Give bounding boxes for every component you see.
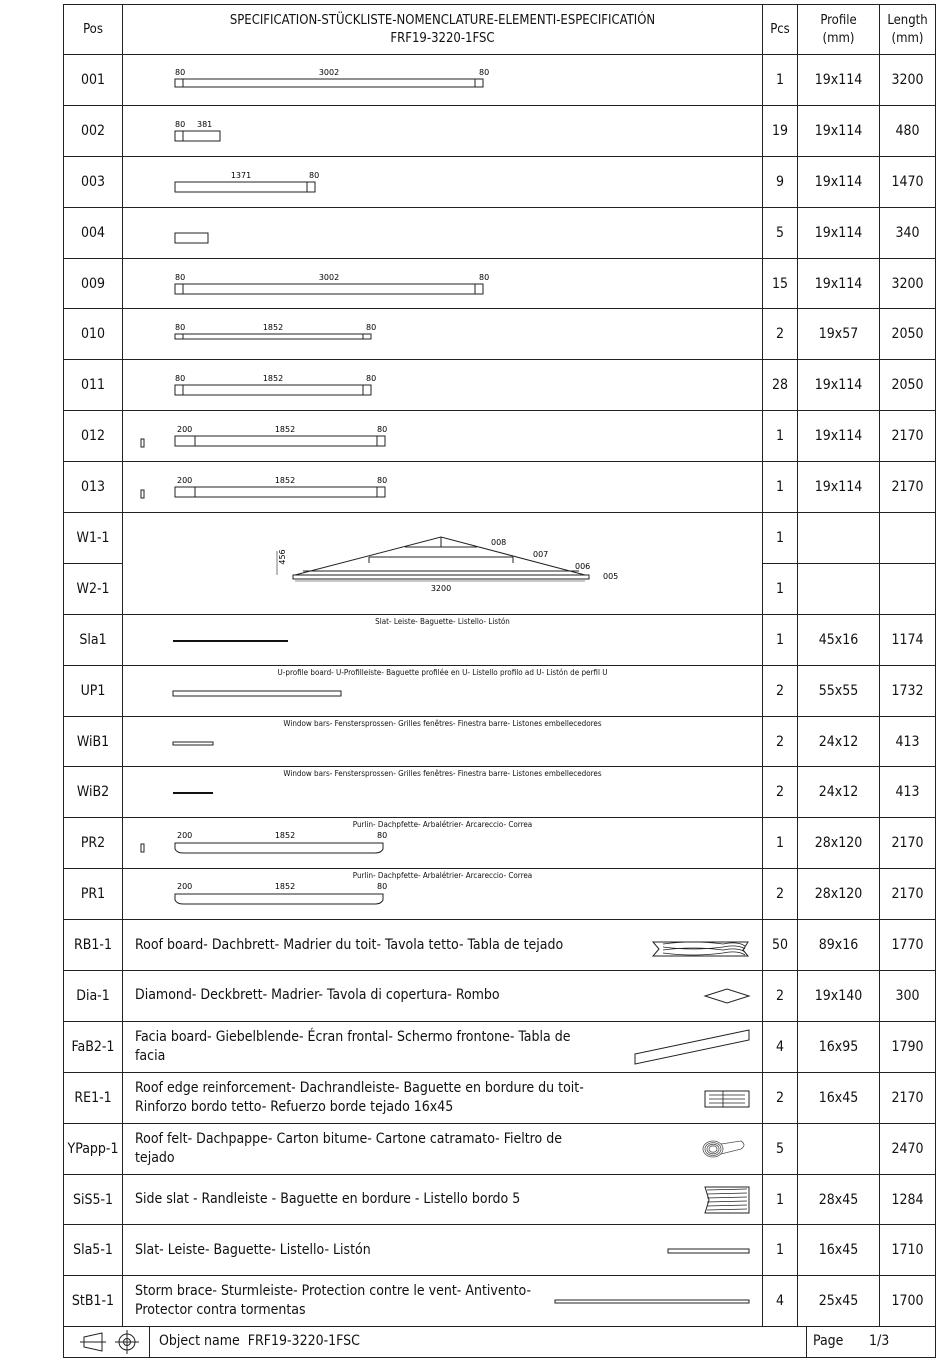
profile-cell <box>798 1123 880 1174</box>
description-text: Slat- Leiste- Baguette- Listello- Listón <box>135 1241 371 1258</box>
pos-cell: WiB1 <box>64 716 123 767</box>
pos-cell: FaB2-1 <box>64 1021 123 1072</box>
pos-cell: PR2 <box>64 818 123 869</box>
pos-cell: 004 <box>64 207 123 258</box>
description-cell <box>123 869 763 920</box>
item-caption: Window bars- Fenstersprossen- Grilles fenêtres- Finestra barre- Listones embellecedores <box>283 718 602 728</box>
pcs-cell: 4 <box>763 1021 798 1072</box>
part-drawing <box>123 1022 762 1072</box>
pcs-cell: 19 <box>763 105 798 156</box>
length-cell: 413 <box>880 767 936 818</box>
length-cell: 1284 <box>880 1174 936 1225</box>
item-caption: Slat- Leiste- Baguette- Listello- Listón <box>375 616 510 626</box>
object-name <box>159 1333 360 1349</box>
footer-bar <box>63 1327 936 1358</box>
title-line-2: FRF19-3220-1FSC <box>390 30 495 46</box>
header-pcs: Pcs <box>763 5 798 55</box>
profile-cell: 16x45 <box>798 1225 880 1276</box>
projection-symbol <box>64 1327 150 1357</box>
description-text: Storm brace- Sturmleiste- Protection contre le vent- Antivento- Protector contra tormentas <box>135 1283 532 1319</box>
profile-cell: 19x140 <box>798 971 880 1022</box>
dimension-label: 200 <box>177 882 193 892</box>
length-cell: 300 <box>880 971 936 1022</box>
pcs-cell: 1 <box>763 818 798 869</box>
profile-cell: 19x114 <box>798 105 880 156</box>
part-drawing <box>123 971 762 1021</box>
length-cell: 1790 <box>880 1021 936 1072</box>
description-cell <box>123 462 763 513</box>
part-drawing <box>123 55 762 105</box>
table-row <box>64 1225 936 1276</box>
dimension-label: 1852 <box>274 476 296 486</box>
description-text: Roof felt- Dachpappe- Carton bitume- Cartone catramato- Fieltro de tejado <box>135 1130 562 1166</box>
part-drawing <box>123 309 762 359</box>
description-cell <box>123 767 763 818</box>
table-row <box>64 411 936 462</box>
dimension-label: 80 <box>377 476 388 486</box>
length-unit: (mm) <box>891 30 924 46</box>
part-drawing <box>123 1073 762 1123</box>
description-cell <box>123 665 763 716</box>
part-drawing <box>123 717 762 767</box>
dimension-label: 80 <box>377 882 388 892</box>
pcs-cell: 2 <box>763 665 798 716</box>
profile-cell: 19x114 <box>798 462 880 513</box>
pos-cell: 010 <box>64 309 123 360</box>
part-drawing <box>123 208 762 258</box>
pos-cell: UP1 <box>64 665 123 716</box>
dimension-label: 80 <box>175 374 186 384</box>
profile-cell: 16x95 <box>798 1021 880 1072</box>
dimension-label: 80 <box>377 425 388 435</box>
dimension-label: 80 <box>175 272 186 282</box>
length-cell: 3200 <box>880 258 936 309</box>
description-cell <box>123 818 763 869</box>
dimension-label: 1852 <box>274 425 296 435</box>
dimension-label: 006 <box>575 562 591 572</box>
length-cell: 1732 <box>880 665 936 716</box>
profile-cell: 19x114 <box>798 207 880 258</box>
pos-cell: Sla5-1 <box>64 1225 123 1276</box>
part-drawing <box>123 360 762 410</box>
profile-cell: 28x120 <box>798 818 880 869</box>
table-row <box>64 1276 936 1327</box>
profile-cell <box>798 563 880 614</box>
specification-table <box>63 4 936 1327</box>
description-text: Diamond- Deckbrett- Madrier- Tavola di copertura- Rombo <box>135 987 500 1004</box>
length-cell <box>880 513 936 564</box>
description-cell <box>123 1123 763 1174</box>
description-cell <box>123 360 763 411</box>
table-row <box>64 869 936 920</box>
pos-cell: YPapp-1 <box>64 1123 123 1174</box>
header-title <box>123 5 763 55</box>
dimension-label: 3200 <box>430 584 452 594</box>
dimension-label: 200 <box>177 476 193 486</box>
part-drawing <box>123 869 762 919</box>
gable-drawing-cell <box>123 513 763 615</box>
dimension-label: 1852 <box>274 831 296 841</box>
profile-cell: 25x45 <box>798 1276 880 1327</box>
pcs-cell: 2 <box>763 309 798 360</box>
length-cell: 2170 <box>880 869 936 920</box>
profile-cell: 19x114 <box>798 360 880 411</box>
dimension-label: 80 <box>175 68 186 77</box>
dimension-label: 3002 <box>318 68 340 77</box>
dimension-label: 80 <box>479 272 490 282</box>
pos-cell: W1-1 <box>64 513 123 564</box>
pos-cell: 002 <box>64 105 123 156</box>
description-text: Roof board- Dachbrett- Madrier du toit- Tavola tetto- Tabla de tejado <box>135 936 564 953</box>
table-row <box>64 716 936 767</box>
pcs-cell: 2 <box>763 1072 798 1123</box>
description-cell <box>123 105 763 156</box>
part-drawing <box>123 259 762 309</box>
length-cell: 2170 <box>880 818 936 869</box>
pos-cell: Sla1 <box>64 614 123 665</box>
profile-unit: (mm) <box>822 30 855 46</box>
table-row <box>64 1174 936 1225</box>
profile-cell: 19x114 <box>798 55 880 106</box>
description-cell <box>123 1174 763 1225</box>
table-row <box>64 818 936 869</box>
dimension-label: 008 <box>491 538 507 548</box>
table-row <box>64 513 936 564</box>
part-drawing <box>123 157 762 207</box>
header-profile <box>798 5 880 55</box>
length-cell: 2170 <box>880 462 936 513</box>
pos-cell: 013 <box>64 462 123 513</box>
pos-cell: W2-1 <box>64 563 123 614</box>
part-drawing <box>123 615 762 665</box>
item-caption: Purlin- Dachpfette- Arbalétrier- Arcareccio- Correa <box>352 871 533 881</box>
part-drawing <box>123 411 762 461</box>
gable-drawing <box>123 513 762 615</box>
pos-cell: PR1 <box>64 869 123 920</box>
dimension-label: 007 <box>533 550 549 560</box>
description-cell <box>123 309 763 360</box>
table-row <box>64 55 936 106</box>
pcs-cell: 4 <box>763 1276 798 1327</box>
pcs-cell: 2 <box>763 971 798 1022</box>
length-cell: 1174 <box>880 614 936 665</box>
table-row <box>64 665 936 716</box>
pos-cell: 012 <box>64 411 123 462</box>
item-caption: U-profile board- U-Profilleiste- Baguette profilée en U- Listello profilo ad U- Listón de perfil U <box>277 667 608 677</box>
pcs-cell: 2 <box>763 869 798 920</box>
pos-cell: RE1-1 <box>64 1072 123 1123</box>
pcs-cell: 28 <box>763 360 798 411</box>
dimension-label: 80 <box>479 68 490 77</box>
length-cell: 2170 <box>880 1072 936 1123</box>
table-row <box>64 258 936 309</box>
header-pos: Pos <box>64 5 123 55</box>
length-cell: 1470 <box>880 156 936 207</box>
profile-cell: 55x55 <box>798 665 880 716</box>
table-row <box>64 156 936 207</box>
pcs-cell: 50 <box>763 920 798 971</box>
profile-cell: 19x57 <box>798 309 880 360</box>
item-caption: Window bars- Fenstersprossen- Grilles fenêtres- Finestra barre- Listones embellecedores <box>283 769 602 779</box>
table-row <box>64 1123 936 1174</box>
description-text: Facia board- Giebelblende- Écran frontal- Schermo frontone- Tabla de facia <box>135 1028 571 1064</box>
table-row <box>64 1072 936 1123</box>
pcs-cell: 1 <box>763 1174 798 1225</box>
dimension-label: 200 <box>177 831 193 841</box>
profile-cell: 28x120 <box>798 869 880 920</box>
pos-cell: 009 <box>64 258 123 309</box>
table-row <box>64 462 936 513</box>
description-cell <box>123 207 763 258</box>
part-drawing <box>123 920 762 970</box>
dimension-label: 1852 <box>262 323 284 333</box>
part-drawing <box>123 462 762 512</box>
description-cell <box>123 1276 763 1327</box>
description-text: Roof edge reinforcement- Dachrandleiste- Baguette en bordure du toit- Rinforzo bordo tetto- Refuerzo borde tejado 16x45 <box>135 1079 584 1115</box>
pcs-cell: 1 <box>763 563 798 614</box>
pos-cell: 001 <box>64 55 123 106</box>
item-caption: Purlin- Dachpfette- Arbalétrier- Arcareccio- Correa <box>352 820 533 830</box>
pcs-cell: 1 <box>763 614 798 665</box>
pcs-cell: 9 <box>763 156 798 207</box>
pos-cell: Dia-1 <box>64 971 123 1022</box>
profile-cell: 45x16 <box>798 614 880 665</box>
description-text: Side slat - Randleiste - Baguette en bordure - Listello bordo 5 <box>135 1191 521 1208</box>
part-drawing <box>123 1225 762 1275</box>
profile-cell: 16x45 <box>798 1072 880 1123</box>
description-cell <box>123 920 763 971</box>
dimension-label: 80 <box>377 831 388 841</box>
dimension-label: 1852 <box>274 882 296 892</box>
part-drawing <box>123 767 762 817</box>
length-cell: 2050 <box>880 360 936 411</box>
length-label: Length <box>887 12 928 28</box>
page-box <box>806 1327 937 1357</box>
pcs-cell: 1 <box>763 55 798 106</box>
length-cell: 1710 <box>880 1225 936 1276</box>
description-cell <box>123 716 763 767</box>
profile-cell: 24x12 <box>798 716 880 767</box>
header-length <box>880 5 936 55</box>
profile-cell: 19x114 <box>798 156 880 207</box>
title-line-1: SPECIFICATION-STÜCKLISTE-NOMENCLATURE-ELEMENTI-ESPECIFICATIÓN <box>229 12 656 28</box>
pos-cell: 003 <box>64 156 123 207</box>
length-cell: 413 <box>880 716 936 767</box>
dimension-label: 3002 <box>318 272 340 282</box>
projection-icon <box>64 1327 149 1357</box>
page-label: Page <box>813 1333 844 1349</box>
length-cell: 480 <box>880 105 936 156</box>
profile-cell: 28x45 <box>798 1174 880 1225</box>
pos-cell: SiS5-1 <box>64 1174 123 1225</box>
profile-cell: 19x114 <box>798 258 880 309</box>
profile-cell: 24x12 <box>798 767 880 818</box>
pos-cell: WiB2 <box>64 767 123 818</box>
table-row <box>64 971 936 1022</box>
pcs-cell: 2 <box>763 767 798 818</box>
object-name-value: FRF19-3220-1FSC <box>247 1333 360 1349</box>
length-cell <box>880 563 936 614</box>
profile-cell: 19x114 <box>798 411 880 462</box>
table-row <box>64 767 936 818</box>
description-cell <box>123 614 763 665</box>
description-cell <box>123 971 763 1022</box>
dimension-label: 200 <box>177 425 193 435</box>
part-drawing <box>123 1175 762 1225</box>
description-cell <box>123 1072 763 1123</box>
dimension-label: 381 <box>197 119 213 129</box>
part-drawing <box>123 818 762 868</box>
part-drawing <box>123 106 762 156</box>
pcs-cell: 2 <box>763 716 798 767</box>
table-row <box>64 309 936 360</box>
dimension-label: 80 <box>175 119 186 129</box>
table-row <box>64 920 936 971</box>
table-row <box>64 360 936 411</box>
part-drawing <box>123 1276 762 1326</box>
length-cell: 3200 <box>880 55 936 106</box>
dimension-label: 80 <box>309 170 320 180</box>
dimension-label: 005 <box>603 572 619 582</box>
dimension-label: 1371 <box>230 170 252 180</box>
dimension-label: 80 <box>366 323 377 333</box>
part-drawing <box>123 666 762 716</box>
pcs-cell: 1 <box>763 1225 798 1276</box>
pcs-cell: 15 <box>763 258 798 309</box>
table-row <box>64 1021 936 1072</box>
length-cell: 2470 <box>880 1123 936 1174</box>
length-cell: 2050 <box>880 309 936 360</box>
length-cell: 1700 <box>880 1276 936 1327</box>
description-cell <box>123 258 763 309</box>
length-cell: 2170 <box>880 411 936 462</box>
description-cell <box>123 411 763 462</box>
pcs-cell: 5 <box>763 207 798 258</box>
table-row <box>64 105 936 156</box>
pos-cell: StB1-1 <box>64 1276 123 1327</box>
pos-cell: 011 <box>64 360 123 411</box>
dimension-label: 1852 <box>262 374 284 384</box>
dimension-label: 456 <box>278 549 287 565</box>
length-cell: 1770 <box>880 920 936 971</box>
pos-cell: RB1-1 <box>64 920 123 971</box>
pcs-cell: 5 <box>763 1123 798 1174</box>
dimension-label: 80 <box>175 323 186 333</box>
page-number: 1/3 <box>869 1333 890 1349</box>
description-cell <box>123 156 763 207</box>
pcs-cell: 1 <box>763 513 798 564</box>
profile-cell <box>798 513 880 564</box>
part-drawing <box>123 1124 762 1174</box>
description-cell <box>123 1021 763 1072</box>
profile-cell: 89x16 <box>798 920 880 971</box>
dimension-label: 80 <box>366 374 377 384</box>
object-name-label: Object name <box>159 1333 240 1349</box>
length-cell: 340 <box>880 207 936 258</box>
table-row <box>64 207 936 258</box>
description-cell <box>123 55 763 106</box>
pcs-cell: 1 <box>763 411 798 462</box>
description-cell <box>123 1225 763 1276</box>
table-row <box>64 614 936 665</box>
pcs-cell: 1 <box>763 462 798 513</box>
profile-label: Profile <box>820 12 857 28</box>
